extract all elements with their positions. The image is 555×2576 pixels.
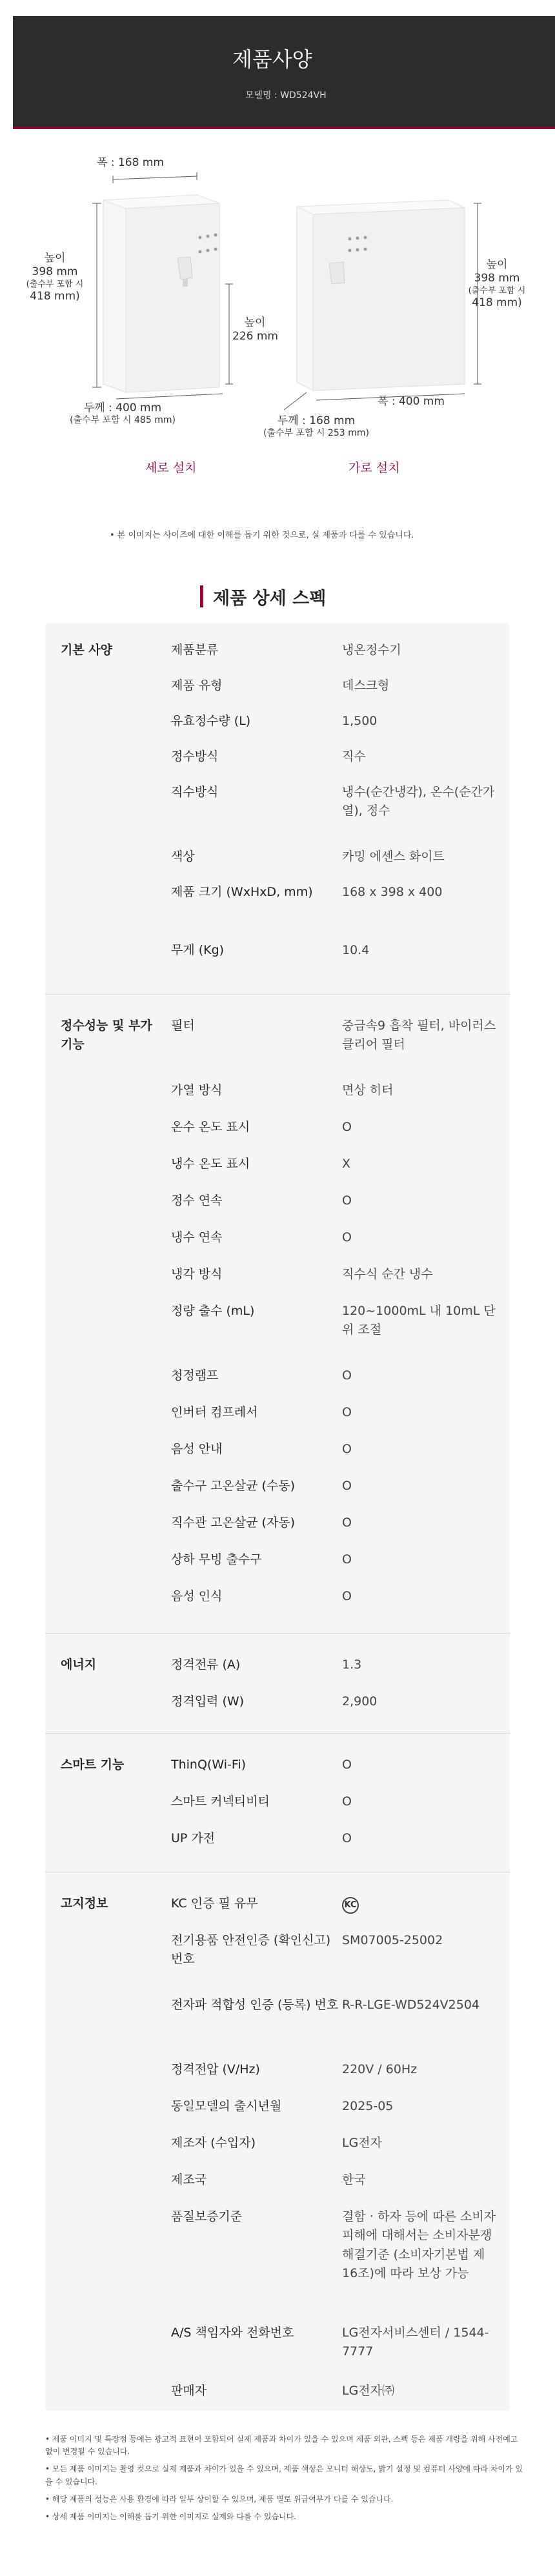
spec-value: O bbox=[342, 1479, 352, 1493]
section-title-accent bbox=[200, 585, 203, 607]
header-accent-line bbox=[13, 127, 555, 129]
vertical-width-label: 폭 : 168 mm bbox=[97, 156, 164, 169]
spec-key: 정격입력 (W) bbox=[171, 1694, 245, 1709]
footnote: • 제품 이미지 및 특장점 등에는 광고적 표현이 포함되어 실제 제품과 차이가 있을 수 있으며 제품 외관, 스펙 등은 제품 개량을 위해 사전예고 없이 변경될 수 있습니다. bbox=[45, 2435, 518, 2457]
spec-value: 10.4 bbox=[342, 943, 370, 957]
spec-value: O bbox=[342, 1589, 352, 1603]
spec-key: 제품 크기 (WxHxD, mm) bbox=[171, 885, 313, 899]
spec-key: 정수방식 bbox=[171, 749, 219, 764]
spec-key: 무게 (Kg) bbox=[171, 943, 225, 957]
spec-value: 1.3 bbox=[342, 1658, 362, 1672]
footnote: • 해당 제품의 성능은 사용 환경에 따라 일부 상이할 수 있으며, 제품 별로 위급여부가 다를 수 있습니다. bbox=[45, 2494, 394, 2504]
spec-key: 정격전류 (A) bbox=[171, 1658, 241, 1672]
footnote: • 모든 제품 이미지는 촬영 컷으로 실제 제품과 차이가 있을 수 있으며, 제품 색상은 모니터 해상도, 밝기 설정 및 컴퓨터 사양에 따라 차이가 있을 수 있습니다. bbox=[45, 2464, 523, 2486]
spec-key: 전자파 적합성 인증 (등록) 번호 bbox=[171, 1998, 339, 2012]
spec-value: 냉온정수기 bbox=[342, 643, 401, 657]
spec-key: 직수관 고온살균 (자동) bbox=[171, 1516, 296, 1530]
spec-key: 청정램프 bbox=[171, 1368, 219, 1383]
spec-value: O bbox=[342, 1193, 352, 1208]
spec-key: 정량 출수 (mL) bbox=[171, 1304, 255, 1318]
group-label: 고지정보 bbox=[61, 1896, 108, 1911]
group-divider bbox=[45, 994, 510, 995]
spec-value: 냉수(순간냉각), 온수(순간가열), 정수 bbox=[342, 785, 495, 818]
spec-value: LG전자서비스센터 / 1544-7777 bbox=[342, 2326, 489, 2359]
footnotes bbox=[45, 2433, 523, 2528]
horizontal-width-label: 폭 : 400 mm bbox=[378, 395, 445, 408]
spec-key: 정수 연속 bbox=[171, 1193, 223, 1208]
spec-key: 인버터 컴프레서 bbox=[171, 1405, 258, 1419]
spec-key: 동일모델의 출시년월 bbox=[171, 2099, 282, 2113]
spec-key: 색상 bbox=[171, 849, 195, 864]
spec-key: ThinQ(Wi-Fi) bbox=[171, 1758, 247, 1772]
spec-key: KC 인증 필 유무 bbox=[171, 1896, 258, 1911]
horizontal-install-caption: 가로 설치 bbox=[348, 461, 400, 475]
spec-value: O bbox=[342, 1230, 352, 1244]
spec-value: O bbox=[342, 1831, 352, 1845]
spec-key: 스마트 커넥티비티 bbox=[171, 1794, 270, 1809]
horizontal-depth-label: 두께 : 168 mm (출수부 포함 시 253 mm) bbox=[263, 414, 369, 439]
spec-key: 제품 유형 bbox=[171, 678, 223, 693]
spec-value: LG전자 bbox=[342, 2136, 383, 2150]
spec-key: 냉수 연속 bbox=[171, 1230, 223, 1244]
spec-value: O bbox=[342, 1516, 352, 1530]
vertical-height-label: 높이 398 mm (출수부 포함 시 418 mm) bbox=[26, 252, 84, 303]
dimension-diagram bbox=[26, 155, 529, 516]
spec-value: O bbox=[342, 1368, 352, 1383]
section-title: 제품 상세 스펙 bbox=[213, 589, 327, 609]
spec-key: 음성 인식 bbox=[171, 1589, 223, 1603]
spec-key: 냉각 방식 bbox=[171, 1267, 223, 1281]
horizontal-unit-drawing bbox=[284, 200, 481, 410]
spec-key: 출수구 고온살균 (수동) bbox=[171, 1479, 296, 1493]
spec-value: 카밍 에센스 화이트 bbox=[342, 849, 445, 864]
spec-key: 냉수 온도 표시 bbox=[171, 1157, 250, 1171]
spec-key: 유효정수량 (L) bbox=[171, 714, 251, 728]
spec-key: 품질보증기준 bbox=[171, 2209, 243, 2224]
vertical-spout-height-label: 높이 226 mm bbox=[232, 316, 278, 343]
spec-value: R-R-LGE-WD524V2504 bbox=[342, 1998, 480, 2012]
group-label: 정수성능 및 부가기능 bbox=[61, 1019, 152, 1052]
spec-key: 제조자 (수입자) bbox=[171, 2136, 256, 2150]
spec-key: 제조국 bbox=[171, 2173, 207, 2187]
spec-value: 120~1000mL 내 10mL 단위 조절 bbox=[342, 1304, 496, 1337]
vertical-depth-label: 두께 : 400 mm (출수부 포함 시 485 mm) bbox=[70, 401, 176, 426]
kc-certification-icon: KC bbox=[342, 1897, 359, 1914]
spec-value: O bbox=[342, 1120, 352, 1134]
spec-value: 결함 · 하자 등에 따른 소비자피해에 대해서는 소비자분쟁해결기준 (소비자기본법 제 16조)에 따라 보상 가능 bbox=[342, 2209, 496, 2281]
spec-value: 직수식 순간 냉수 bbox=[342, 1267, 433, 1281]
spec-table bbox=[45, 623, 510, 2411]
footnote: • 상세 제품 이미지는 이해를 돕기 위한 이미지로 실제와 다를 수 있습니다. bbox=[45, 2511, 297, 2521]
spec-value: O bbox=[342, 1552, 352, 1567]
spec-key: 전기용품 안전인증 (확인신고) 번호 bbox=[171, 1933, 331, 1967]
spec-key: A/S 책임자와 전화번호 bbox=[171, 2326, 294, 2340]
spec-value: 면상 히터 bbox=[342, 1083, 394, 1097]
spec-key: 판매자 bbox=[171, 2384, 207, 2398]
spec-value: 168 x 398 x 400 bbox=[342, 885, 443, 899]
vertical-install-caption: 세로 설치 bbox=[145, 461, 197, 475]
spec-value: O bbox=[342, 1758, 352, 1772]
group-label: 에너지 bbox=[61, 1658, 97, 1672]
spec-value: 220V / 60Hz bbox=[342, 2062, 418, 2076]
spec-value: 1,500 bbox=[342, 714, 378, 728]
spec-value: 2025-05 bbox=[342, 2099, 394, 2113]
image-disclaimer: • 본 이미지는 사이즈에 대한 이해를 돕기 위한 것으로, 실 제품과 다를 수 있습니다. bbox=[110, 531, 414, 540]
spec-key: 제품분류 bbox=[171, 643, 219, 657]
spec-value: 2,900 bbox=[342, 1694, 378, 1709]
spec-value: LG전자㈜ bbox=[342, 2384, 395, 2398]
spec-value: X bbox=[342, 1157, 351, 1171]
spec-key: 온수 온도 표시 bbox=[171, 1120, 250, 1134]
page-title: 제품사양 bbox=[232, 47, 312, 72]
spec-key: 필터 bbox=[171, 1019, 195, 1033]
spec-value: 데스크형 bbox=[342, 678, 390, 693]
spec-value: O bbox=[342, 1794, 352, 1809]
spec-value: O bbox=[342, 1442, 352, 1456]
spec-value: SM07005-25002 bbox=[342, 1933, 443, 1947]
group-label: 스마트 기능 bbox=[61, 1758, 125, 1772]
spec-key: 가열 방식 bbox=[171, 1083, 223, 1097]
model-number: 모델명 : WD524VH bbox=[245, 90, 327, 101]
group-divider bbox=[45, 1733, 510, 1734]
vertical-unit-drawing bbox=[92, 172, 233, 399]
spec-key: 상하 무빙 출수구 bbox=[171, 1552, 262, 1567]
spec-value: 중금속9 흡착 필터, 바이러스 클리어 필터 bbox=[342, 1019, 496, 1052]
spec-value: 한국 bbox=[342, 2173, 366, 2187]
spec-value: 직수 bbox=[342, 749, 366, 764]
spec-key: 직수방식 bbox=[171, 785, 219, 799]
group-divider bbox=[45, 1633, 510, 1634]
spec-value: O bbox=[342, 1405, 352, 1419]
spec-key: 정격전압 (V/Hz) bbox=[171, 2062, 260, 2076]
group-label: 기본 사양 bbox=[61, 643, 113, 657]
spec-key: 음성 안내 bbox=[171, 1442, 223, 1456]
header-banner bbox=[13, 16, 555, 127]
horizontal-height-label: 높이 398 mm (출수부 포함 시 418 mm) bbox=[468, 258, 526, 309]
spec-key: UP 가전 bbox=[171, 1831, 216, 1845]
